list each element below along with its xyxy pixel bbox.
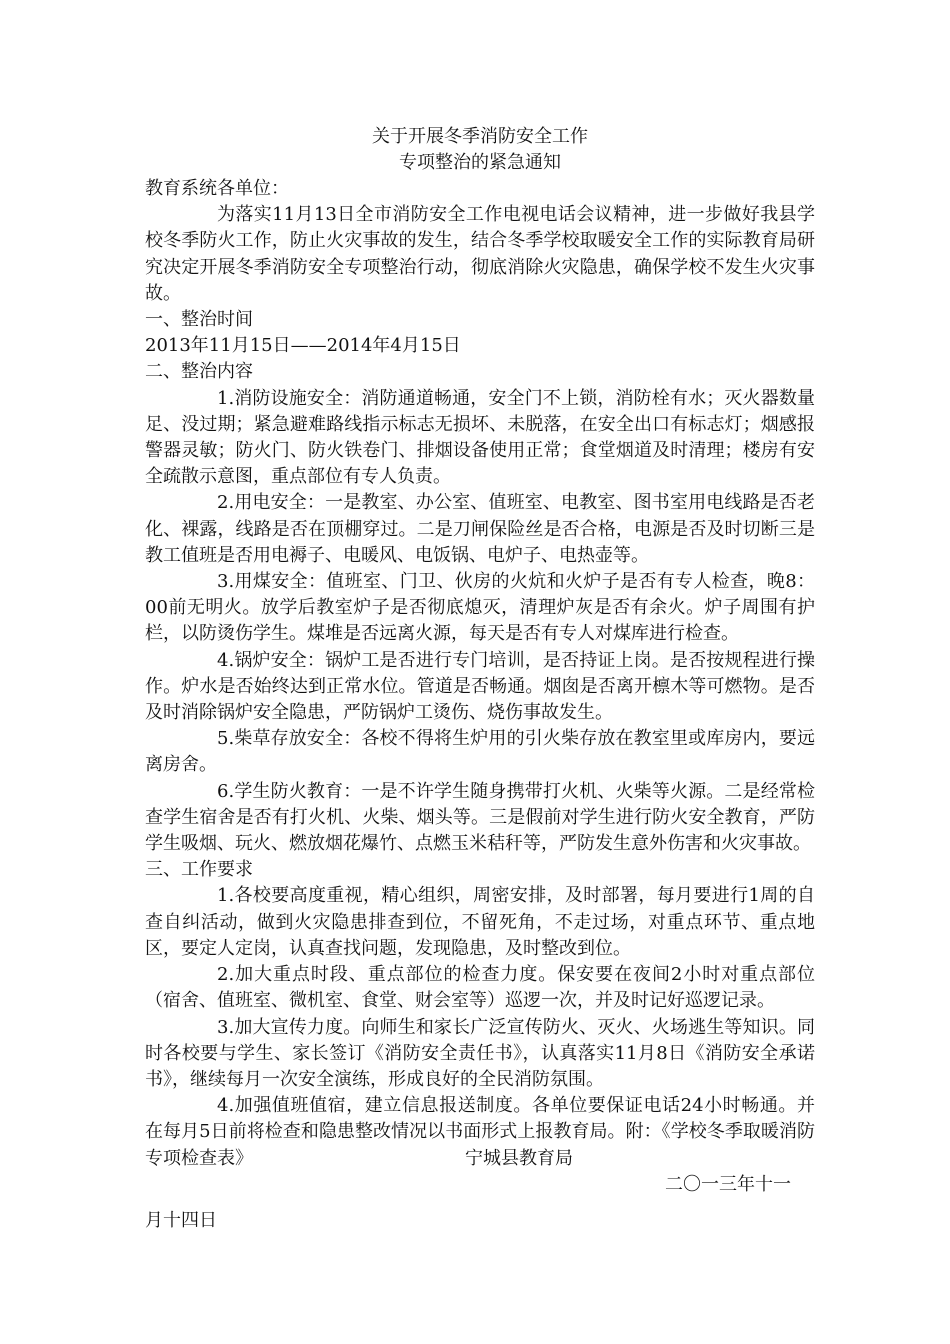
section-3-item-duty-text: 4.加强值班值宿，建立信息报送制度。各单位要保证电话24小时畅通。并在每月5日前将检查和隐患整改情况以书面形式上报教育局。附：《学校冬季取暖消防专项检查表》 [145, 1095, 815, 1169]
date-line-2: 月十四日 [145, 1209, 217, 1231]
intro-paragraph: 为落实11月13日全市消防安全工作电视电话会议精神，进一步做好我县学校冬季防火工作，防止火灾事故的发生，结合冬季学校取暖安全工作的实际教育局研究决定开展冬季消防安全专项整治行动，彻底消除火灾隐患，确保学校不发生火灾事故。 [145, 204, 815, 304]
section-3-item-publicity: 3.加大宣传力度。向师生和家长广泛宣传防火、灭火、火场逃生等知识。同时各校要与学生、家长签订《消防安全责任书》，认真落实11月8日《消防安全承诺书》，继续每月一次安全演练，形成良好的全民消防氛围。 [145, 1016, 815, 1090]
date-line-1: 二〇一三年十一 [665, 1173, 791, 1195]
document-title-line-2: 专项整治的紧急通知 [399, 152, 561, 173]
section-2-item-fire-facilities: 1.消防设施安全：消防通道畅通，安全门不上锁，消防栓有水；灭火器数量足、没过期；紧急避难路线指示标志无损坏、未脱落，在安全出口有标志灯；烟感报警器灵敏；防火门、防火铁卷门、排烟设备使用正常；食堂烟道及时清理；楼房有安全疏散示意图，重点部位有专人负责。 [145, 387, 815, 488]
section-1-heading: 一、整治时间 [145, 309, 253, 331]
section-2-item-coal: 3.用煤安全：值班室、门卫、伙房的火炕和火炉子是否有专人检查，晚8：00前无明火。放学后教室炉子是否彻底熄灭，清理炉灰是否有余火。炉子周围有护栏，以防烫伤学生。煤堆是否远离火源，每天是否有专人对煤库进行检查。 [145, 571, 815, 645]
section-3-item-duty [145, 1093, 815, 1172]
section-2-item-electricity: 2.用电安全：一是教室、办公室、值班室、电教室、图书室用电线路是否老化、裸露，线路是否在顶棚穿过。二是刀闸保险丝是否合格，电源是否及时切断三是教工值班是否用电褥子、电暖风、电饭锅、电炉子、电热壶等。 [145, 492, 815, 566]
section-2-item-boiler: 4.锅炉安全：锅炉工是否进行专门培训，是否持证上岗。是否按规程进行操作。炉水是否始终达到正常水位。管道是否畅通。烟囱是否离开檩木等可燃物。是否及时消除锅炉安全隐患，严防锅炉工烫伤、烧伤事故发生。 [145, 649, 815, 724]
section-2-heading: 二、整治内容 [145, 361, 253, 383]
section-3-item-organization: 1.各校要高度重视，精心组织，周密安排，及时部署，每月要进行1周的自查自纠活动，做到火灾隐患排查到位，不留死角，不走过场，对重点环节、重点地区，要定人定岗，认真查找问题，发现隐患，及时整改到位。 [145, 885, 815, 959]
section-3-item-inspection: 2.加大重点时段、重点部位的检查力度。保安要在夜间2小时对重点部位（宿舍、值班室、微机室、食堂、财会室等）巡逻一次，并及时记好巡逻记录。 [145, 964, 815, 1012]
section-1-period: 2013年11月15日——2014年4月15日 [145, 335, 461, 357]
document-title-line-1: 关于开展冬季消防安全工作 [372, 126, 588, 147]
section-2-item-education: 6.学生防火教育：一是不许学生随身携带打火机、火柴等火源。二是经常检查学生宿舍是否有打火机、火柴、烟头等。三是假前对学生进行防火安全教育，严防学生吸烟、玩火、燃放烟花爆竹、点燃玉米秸秆等，严防发生意外伤害和火灾事故。 [145, 780, 815, 855]
document-body [145, 124, 815, 1234]
section-2-item-firewood: 5.柴草存放安全：各校不得将生炉用的引火柴存放在教室里或库房内，要远离房舍。 [145, 728, 815, 776]
signature-organization: 宁城县教育局 [465, 1147, 573, 1169]
section-3-heading: 三、工作要求 [145, 859, 253, 881]
salutation: 教育系统各单位： [145, 178, 289, 199]
